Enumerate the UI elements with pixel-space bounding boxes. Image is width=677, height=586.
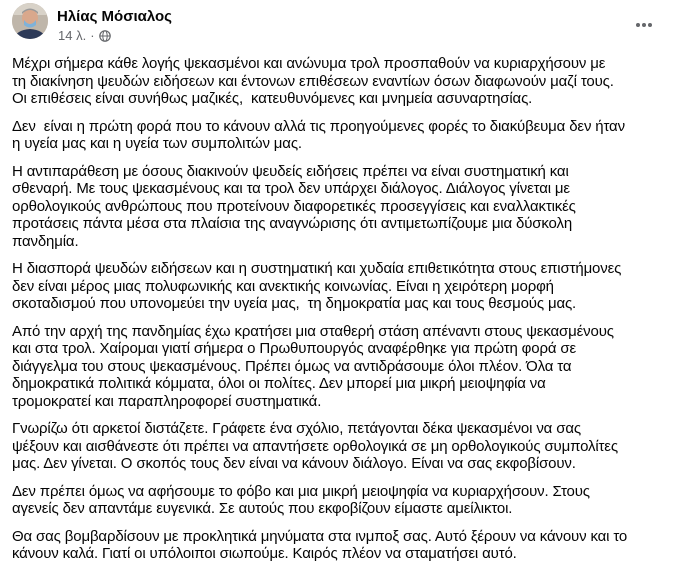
post-paragraph: Δεν είναι η πρώτη φορά που το κάνουν αλλά τις προηγούμενες φορές το διακύβευμα δεν ήταν η υγεία μας και η υγεία των συμπολιτών μας. [12, 117, 625, 152]
author-name[interactable]: Ηλίας Μόσιαλος [57, 8, 172, 25]
ellipsis-icon [635, 15, 653, 33]
globe-icon[interactable] [99, 30, 111, 42]
post-paragraph: Θα σας βομβαρδίσουν με προκλητικά μηνύματα στα ινμποξ σας. Αυτό ξέρουν να κάνουν και το κάνουν καλά. Γιατί οι υπόλοιποι σιωπούμε. Καιρός πλέον να σταματήσει αυτό. [12, 527, 628, 562]
post-paragraph: Η διασπορά ψευδών ειδήσεων και η συστηματική και χυδαία επιθετικότητα στους επιστήμονες δεν είναι μέρος μιας πολυφωνικής και ανεκτικής κοινωνίας. Είναι η χειρότερη μορφή σκοταδισμού που υπονομεύει την υγεία μας, τη δημοκρατία μας και τους θεσμούς μας. [12, 260, 622, 312]
post-time[interactable]: 14 λ. [58, 28, 87, 43]
post-header [0, 0, 677, 50]
avatar[interactable] [12, 3, 48, 39]
more-options-button[interactable] [626, 11, 662, 37]
post-meta [58, 28, 111, 43]
meta-separator: · [90, 28, 95, 43]
post-paragraph: Από την αρχή της πανδημίας έχω κρατήσει μια σταθερή στάση απέναντι στους ψεκασμένους και στα τρολ. Χαίρομαι γιατί σήμερα ο Πρωθυπουργός αναφέρθηκε για πρώτη φορά σε διάγγελμα του στους ψεκασμένους. Πρέπει όμως να αντιδράσουμε όλοι πλέον. Όλα τα δημοκρατικά πολιτικά κόμματα, όλοι οι πολίτες. Δεν μπορεί μια μικρή μειοψηφία να τρομοκρατεί και παραπληροφορεί συστηματικά. [12, 322, 614, 410]
post-paragraph: Η αντιπαράθεση με όσους διακινούν ψευδείς ειδήσεις πρέπει να είναι συστηματική και σθεναρή. Με τους ψεκασμένους και τα τρολ δεν υπάρχει διάλογος. Διάλογος γίνεται με ορθολογικούς ανθρώπους που προτείνουν διαφορετικές προσεγγίσεις και εναλλακτικές προτάσεις πάντα μέσα στα πλαίσια της αναγνώρισης ότι αντιμετωπίζουμε μια δύσκολη πανδημία. [12, 162, 576, 250]
post-body [12, 55, 662, 573]
post-paragraph: Δεν πρέπει όμως να αφήσουμε το φόβο και μια μικρή μειοψηφία να κυριαρχήσουν. Στους αγενείς δεν απαντάμε ευγενικά. Σε αυτούς που εκφοβίζουν είμαστε αμείλικτοι. [12, 482, 590, 517]
post-paragraph: Γνωρίζω ότι αρκετοί διστάζετε. Γράφετε ένα σχόλιο, πετάγονται δέκα ψεκασμένοι να σας ψέξουν και αισθάνεστε ότι πρέπει να απαντήσετε ορθολογικά σε μη ορθολογικούς συμπολίτες μας. Δεν γίνεται. Ο σκοπός τους δεν είναι να κάνουν διάλογο. Είναι να σας εκφοβίσουν. [12, 420, 618, 472]
post-paragraph: Μέχρι σήμερα κάθε λογής ψεκασμένοι και ανώνυμα τρολ προσπαθούν να κυριαρχήσουν με τη διακίνηση ψευδών ειδήσεων και έντονων επιθέσεων εναντίων όσων διαφωνούν μαζί τους. Οι επιθέσεις είναι συνήθως μαζικές, κατευθυνόμενες και μνημεία ασυναρτησίας. [12, 55, 614, 107]
